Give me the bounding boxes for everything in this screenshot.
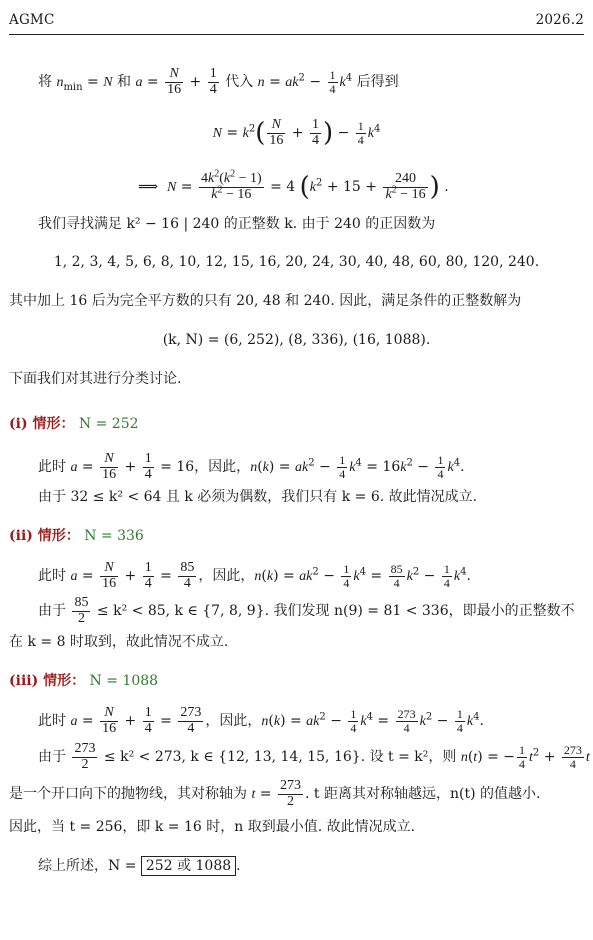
divisors-line: 1, 2, 3, 4, 5, 6, 8, 10, 12, 15, 16, 20, 24, 30, 40, 48, 60, 80, 120, 240. xyxy=(53,254,540,270)
case1-value: N = 252 xyxy=(78,416,139,432)
header-right: 2026.2 xyxy=(535,12,584,28)
case3-line3: 是一个开口向下的抛物线，其对称轴为 t = $\frac{273}{2}$ . t 距离其对称轴越远，n(t) 的值越小. xyxy=(9,778,541,809)
equation-1: $N = k^2$( $\frac{N}{16}$ + $\frac{1}{4}$ ) − $\frac{1}{4}$ $k^4$ xyxy=(212,117,381,149)
header-left: AGMC xyxy=(9,12,55,28)
case2-line3: 在 k = 8 时取到，故此情况不成立. xyxy=(9,634,229,650)
case1-line1: 此时 a = $\frac{N}{16}$ + $\frac{1}{4}$ = 16，因此，$n(k) = ak^2$ − $\frac{1}{4}$ $k^4 = 16k^2$ − $\frac{1}{4}$ $k^4$. xyxy=(38,451,465,482)
case1-line2: 由于 32 ≤ k² < 64 且 k 必须为偶数，我们只有 k = 6. 故此情况成立. xyxy=(38,489,478,505)
answer-box: 252 或 1088 xyxy=(141,856,236,876)
case3-label: (iii) 情形： xyxy=(9,673,86,689)
case2-line2: 由于 $\frac{85}{2}$ ≤ k² < 85, k ∈ {7, 8, 9}. 我们发现 n(9) = 81 < 336，即最小的正整数不 xyxy=(38,595,575,626)
seek-line: 我们寻找满足 k² − 16 | 240 的正整数 k. 由于 240 的正因数为 xyxy=(38,216,436,232)
case1-label: (i) 情形： xyxy=(9,416,75,432)
intro-line: 将 $n_{min} = N$ 和 a = $\frac{N}{16}$ + $\frac{1}{4}$ 代入 $n = ak^2$ − $\frac{1}{4}$ $k^4$ 后得到 xyxy=(38,66,399,97)
case1-heading xyxy=(9,414,139,434)
solutions-line: (k, N) = (6, 252), (8, 336), (16, 1088). xyxy=(162,332,431,348)
case2-value: N = 336 xyxy=(84,528,144,544)
case2-heading xyxy=(9,526,144,546)
conclusion-line: 综上所述，N = 252 或 1088 . xyxy=(38,858,241,874)
squares-line: 其中加上 16 后为完全平方数的只有 20, 48 和 240. 因此，满足条件的正整数解为 xyxy=(9,293,522,309)
header-rule xyxy=(9,34,584,35)
case2-line1: 此时 a = $\frac{N}{16}$ + $\frac{1}{4}$ = $\frac{85}{4}$ ，因此，$n(k) = ak^2$ − $\frac{1}{4}$ $k^4$ = $\frac{85}{4}$ $k^2$ − $\frac{1}{4}$ $k^4$. xyxy=(38,560,471,591)
case3-line4: 因此，当 t = 256，即 k = 16 时，n 取到最小值. 故此情况成立. xyxy=(9,819,416,835)
case3-heading xyxy=(9,671,158,691)
case3-value: N = 1088 xyxy=(89,673,159,689)
case3-line2: 由于 $\frac{273}{2}$ ≤ k² < 273, k ∈ {12, 13, 14, 15, 16}. 设 t = k²，则 n(t) = − $\frac{1}{4}$ $t^2$ + $\frac{273}{4}$ t xyxy=(38,741,590,772)
discuss-line: 下面我们对其进行分类讨论. xyxy=(9,371,182,387)
page-header xyxy=(9,12,584,32)
case2-label: (ii) 情形： xyxy=(9,528,80,544)
case3-line1: 此时 a = $\frac{N}{16}$ + $\frac{1}{4}$ = $\frac{273}{4}$ ，因此，$n(k) = ak^2$ − $\frac{1}{4}$ $k^4$ = $\frac{273}{4}$ $k^2$ − $\frac{1}{4}$ $k^4$. xyxy=(38,705,484,736)
equation-2: ⟹ N = $\frac{4k^2(k^2 - 1)}{k^2 - 16}$ = 4 ($k^2 + 15$ + $\frac{240}{k^2 - 16}$ ) . xyxy=(138,168,449,203)
